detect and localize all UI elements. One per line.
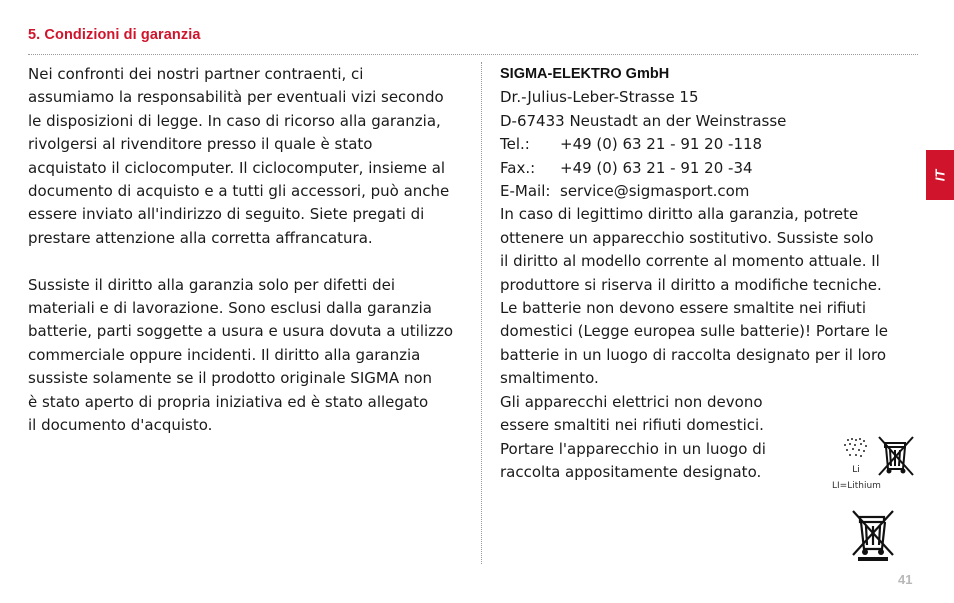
electrical-disposal-paragraph: Gli apparecchi elettrici non devono essere smaltiti nei rifiuti domestici. Portare l'apparecchio in un luogo di raccolta appositamente designato. bbox=[500, 392, 766, 481]
crossed-out-bin-icon bbox=[876, 435, 916, 477]
email-label: E-Mail: bbox=[500, 182, 551, 201]
right-column bbox=[500, 63, 910, 484]
phone-line bbox=[500, 133, 910, 156]
heading-divider bbox=[28, 54, 918, 55]
crossed-out-bin-icon bbox=[850, 509, 896, 561]
left-column bbox=[28, 63, 468, 437]
battery-disposal-paragraph: Le batterie non devono essere smaltite nei rifiuti domestici (Legge europea sulle batterie)! Portare le batterie in un luogo di raccolta designato per il loro smaltimento. bbox=[500, 299, 888, 388]
fax-label: Fax.: bbox=[500, 158, 536, 177]
language-tab-label: IT bbox=[932, 169, 948, 181]
column-divider bbox=[481, 62, 482, 564]
phone-value: +49 (0) 63 21 - 91 20 -118 bbox=[560, 135, 763, 154]
svg-text:Li: Li bbox=[852, 465, 860, 475]
address-city: D-67433 Neustadt an der Weinstrasse bbox=[500, 111, 787, 130]
replacement-paragraph: In caso di legittimo diritto alla garanzia, potrete ottenere un apparecchio sostitutivo. Sussiste solo il diritto al modello corrente al momento attuale. Il produttore si riserva il diritto a modifiche tecniche. bbox=[500, 205, 882, 294]
address-street: Dr.-Julius-Leber-Strasse 15 bbox=[500, 88, 699, 107]
company-name: SIGMA-ELEKTRO GmbH bbox=[500, 66, 670, 82]
page-number: 41 bbox=[898, 572, 913, 587]
lithium-label: LI=Lithium bbox=[832, 481, 881, 491]
language-tab bbox=[926, 150, 954, 200]
lithium-battery-icon bbox=[838, 436, 874, 476]
section-heading: 5. Condizioni di garanzia bbox=[28, 27, 201, 43]
warranty-paragraph-2: Sussiste il diritto alla garanzia solo per difetti dei materiali e di lavorazione. Sono esclusi dalla garanzia batterie, parti soggette a usura e usura dovuta a utilizzo commerciale oppure incidenti. Il diritto alla garanzia sussiste solamente se il prodotto originale SIGMA non è stato aperto di propria iniziativa ed è stato allegato il documento d'acquisto. bbox=[28, 275, 454, 435]
email-line bbox=[500, 180, 910, 203]
phone-label: Tel.: bbox=[500, 135, 530, 154]
fax-value: +49 (0) 63 21 - 91 20 -34 bbox=[560, 158, 753, 177]
fax-line bbox=[500, 157, 910, 180]
warranty-paragraph-1: Nei confronti dei nostri partner contraenti, ci assumiamo la responsabilità per eventuali vizi secondo le disposizioni di legge. In caso di ricorso alla garanzia, rivolgersi al rivenditore presso il quale è stato acquistato il ciclocomputer. Il ciclocomputer, insieme al documento di acquisto e a tutti gli accessori, può anche essere inviato all'indirizzo di seguito. Siete pregati di prestare attenzione alla corretta affrancatura. bbox=[28, 65, 450, 247]
email-value: service@sigmasport.com bbox=[560, 182, 750, 201]
